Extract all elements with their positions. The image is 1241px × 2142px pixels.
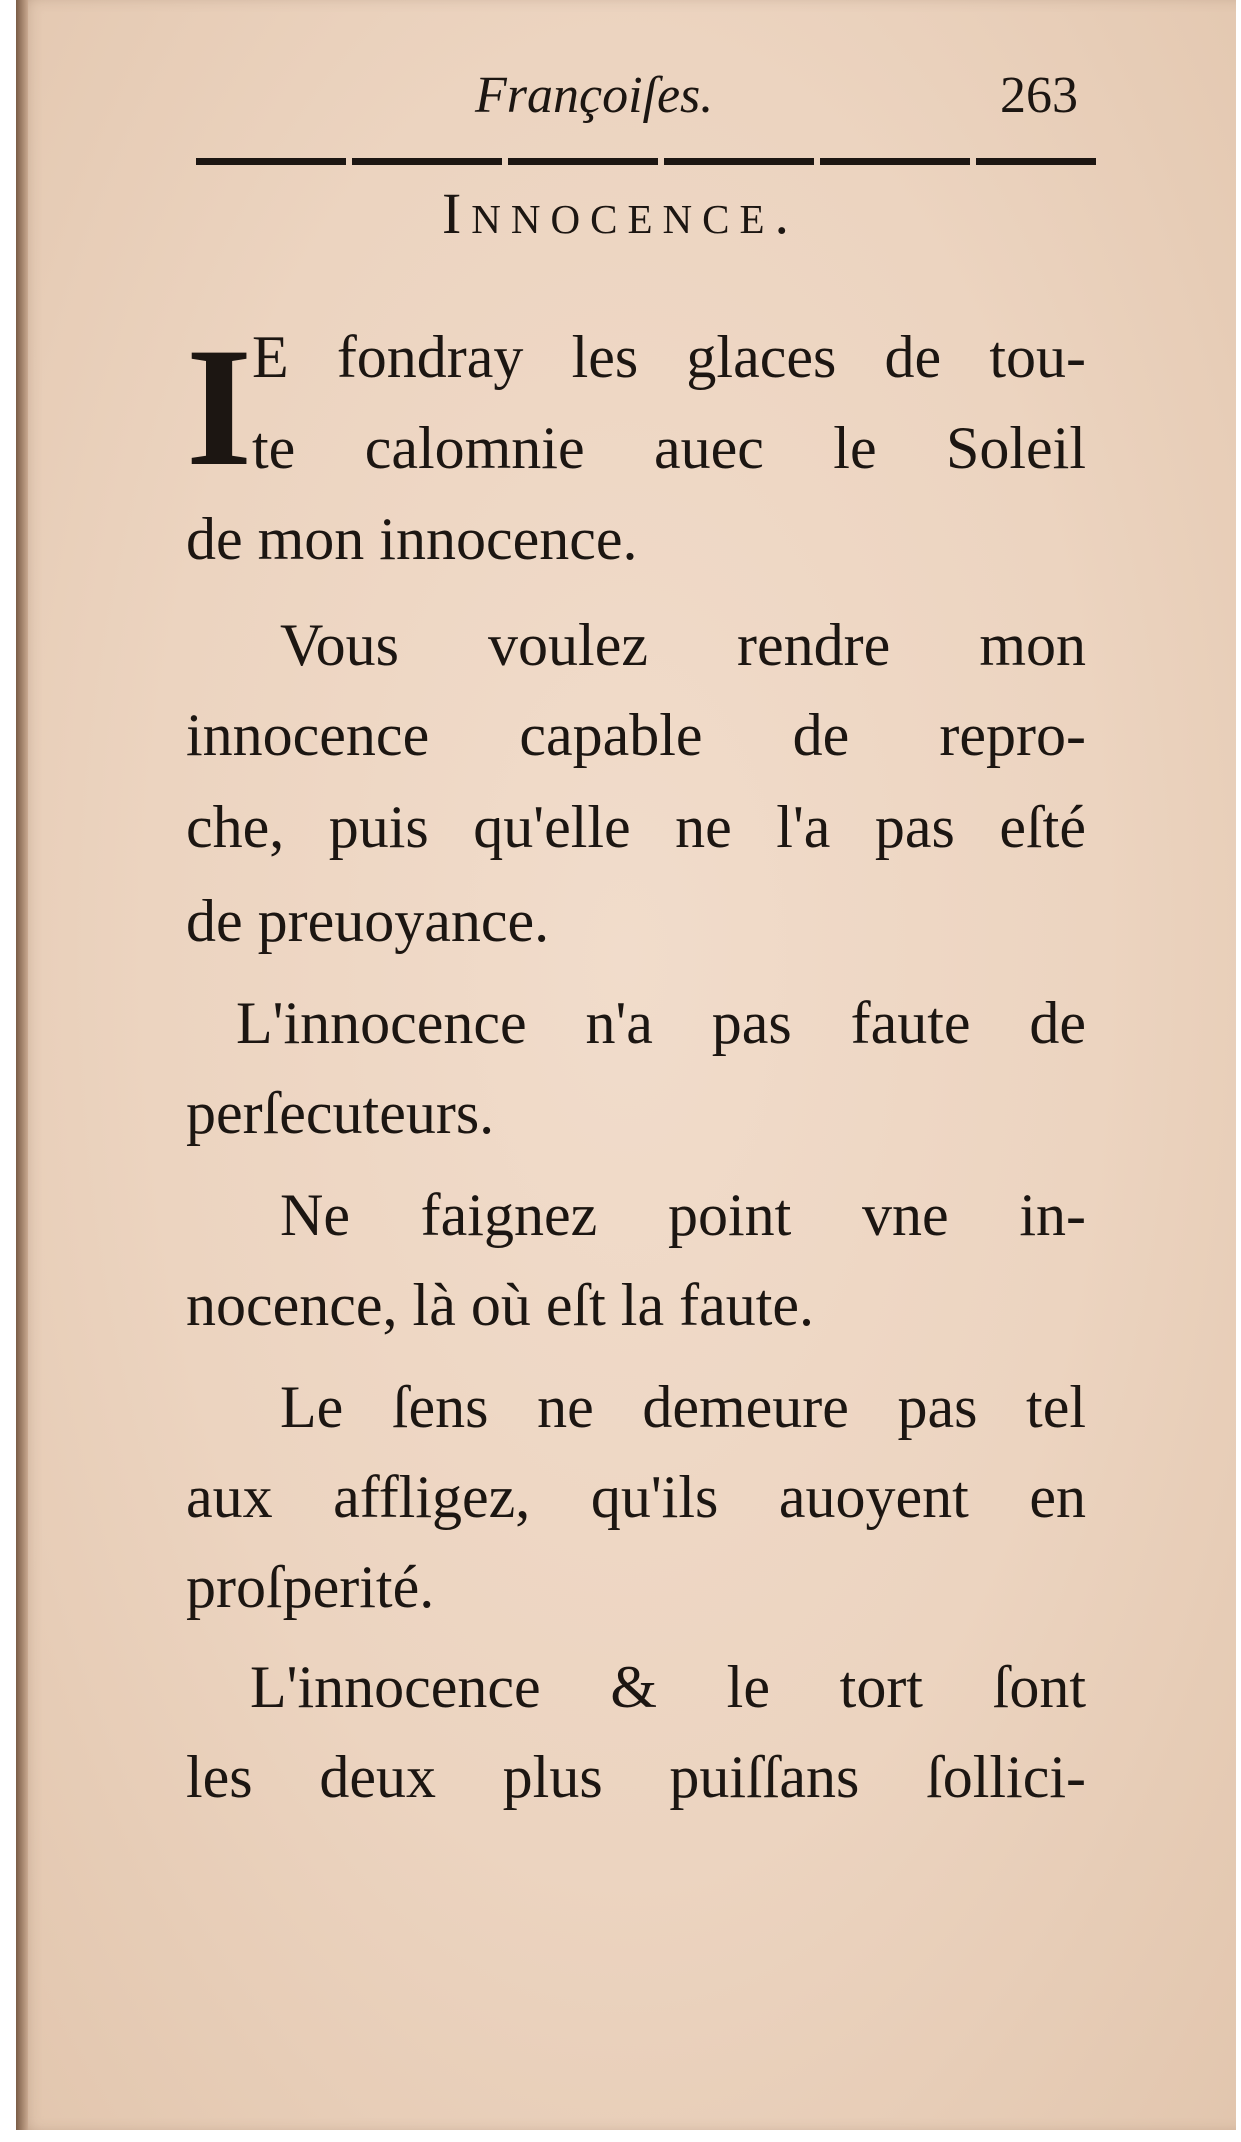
text-line: nocence, là où eſt la faute. [186, 1272, 815, 1338]
text-line: Vous voulez rendre mon [280, 612, 1086, 678]
text-line: proſperité. [186, 1554, 435, 1620]
drop-cap: I [186, 313, 253, 501]
text-line: E fondray les glaces de tou- [252, 324, 1086, 390]
page-number: 263 [1000, 67, 1078, 124]
text-line: les deux plus puiſſans ſollici- [186, 1744, 1086, 1810]
text-line: de preuoyance. [186, 888, 550, 954]
page-edge [16, 0, 28, 2130]
text-line: innocence capable de repro- [186, 702, 1086, 768]
text-line: Ne faignez point vne in- [280, 1182, 1086, 1248]
text-line: L'innocence n'a pas faute de [236, 990, 1086, 1056]
text-line: che, puis qu'elle ne l'a pas eſté [186, 794, 1086, 860]
text-line: te calomnie auec le Soleil [252, 415, 1086, 481]
text-line: de mon innocence. [186, 506, 638, 572]
header-rule [196, 158, 1096, 165]
text-line: L'innocence & le tort ſont [250, 1654, 1086, 1720]
text-line: Le ſens ne demeure pas tel [280, 1374, 1086, 1440]
text-line: aux affligez, qu'ils auoyent en [186, 1464, 1086, 1530]
section-title: Innocence. [441, 181, 800, 246]
text-line: perſecuteurs. [186, 1080, 495, 1146]
running-title: Françoiſes. [475, 67, 714, 124]
